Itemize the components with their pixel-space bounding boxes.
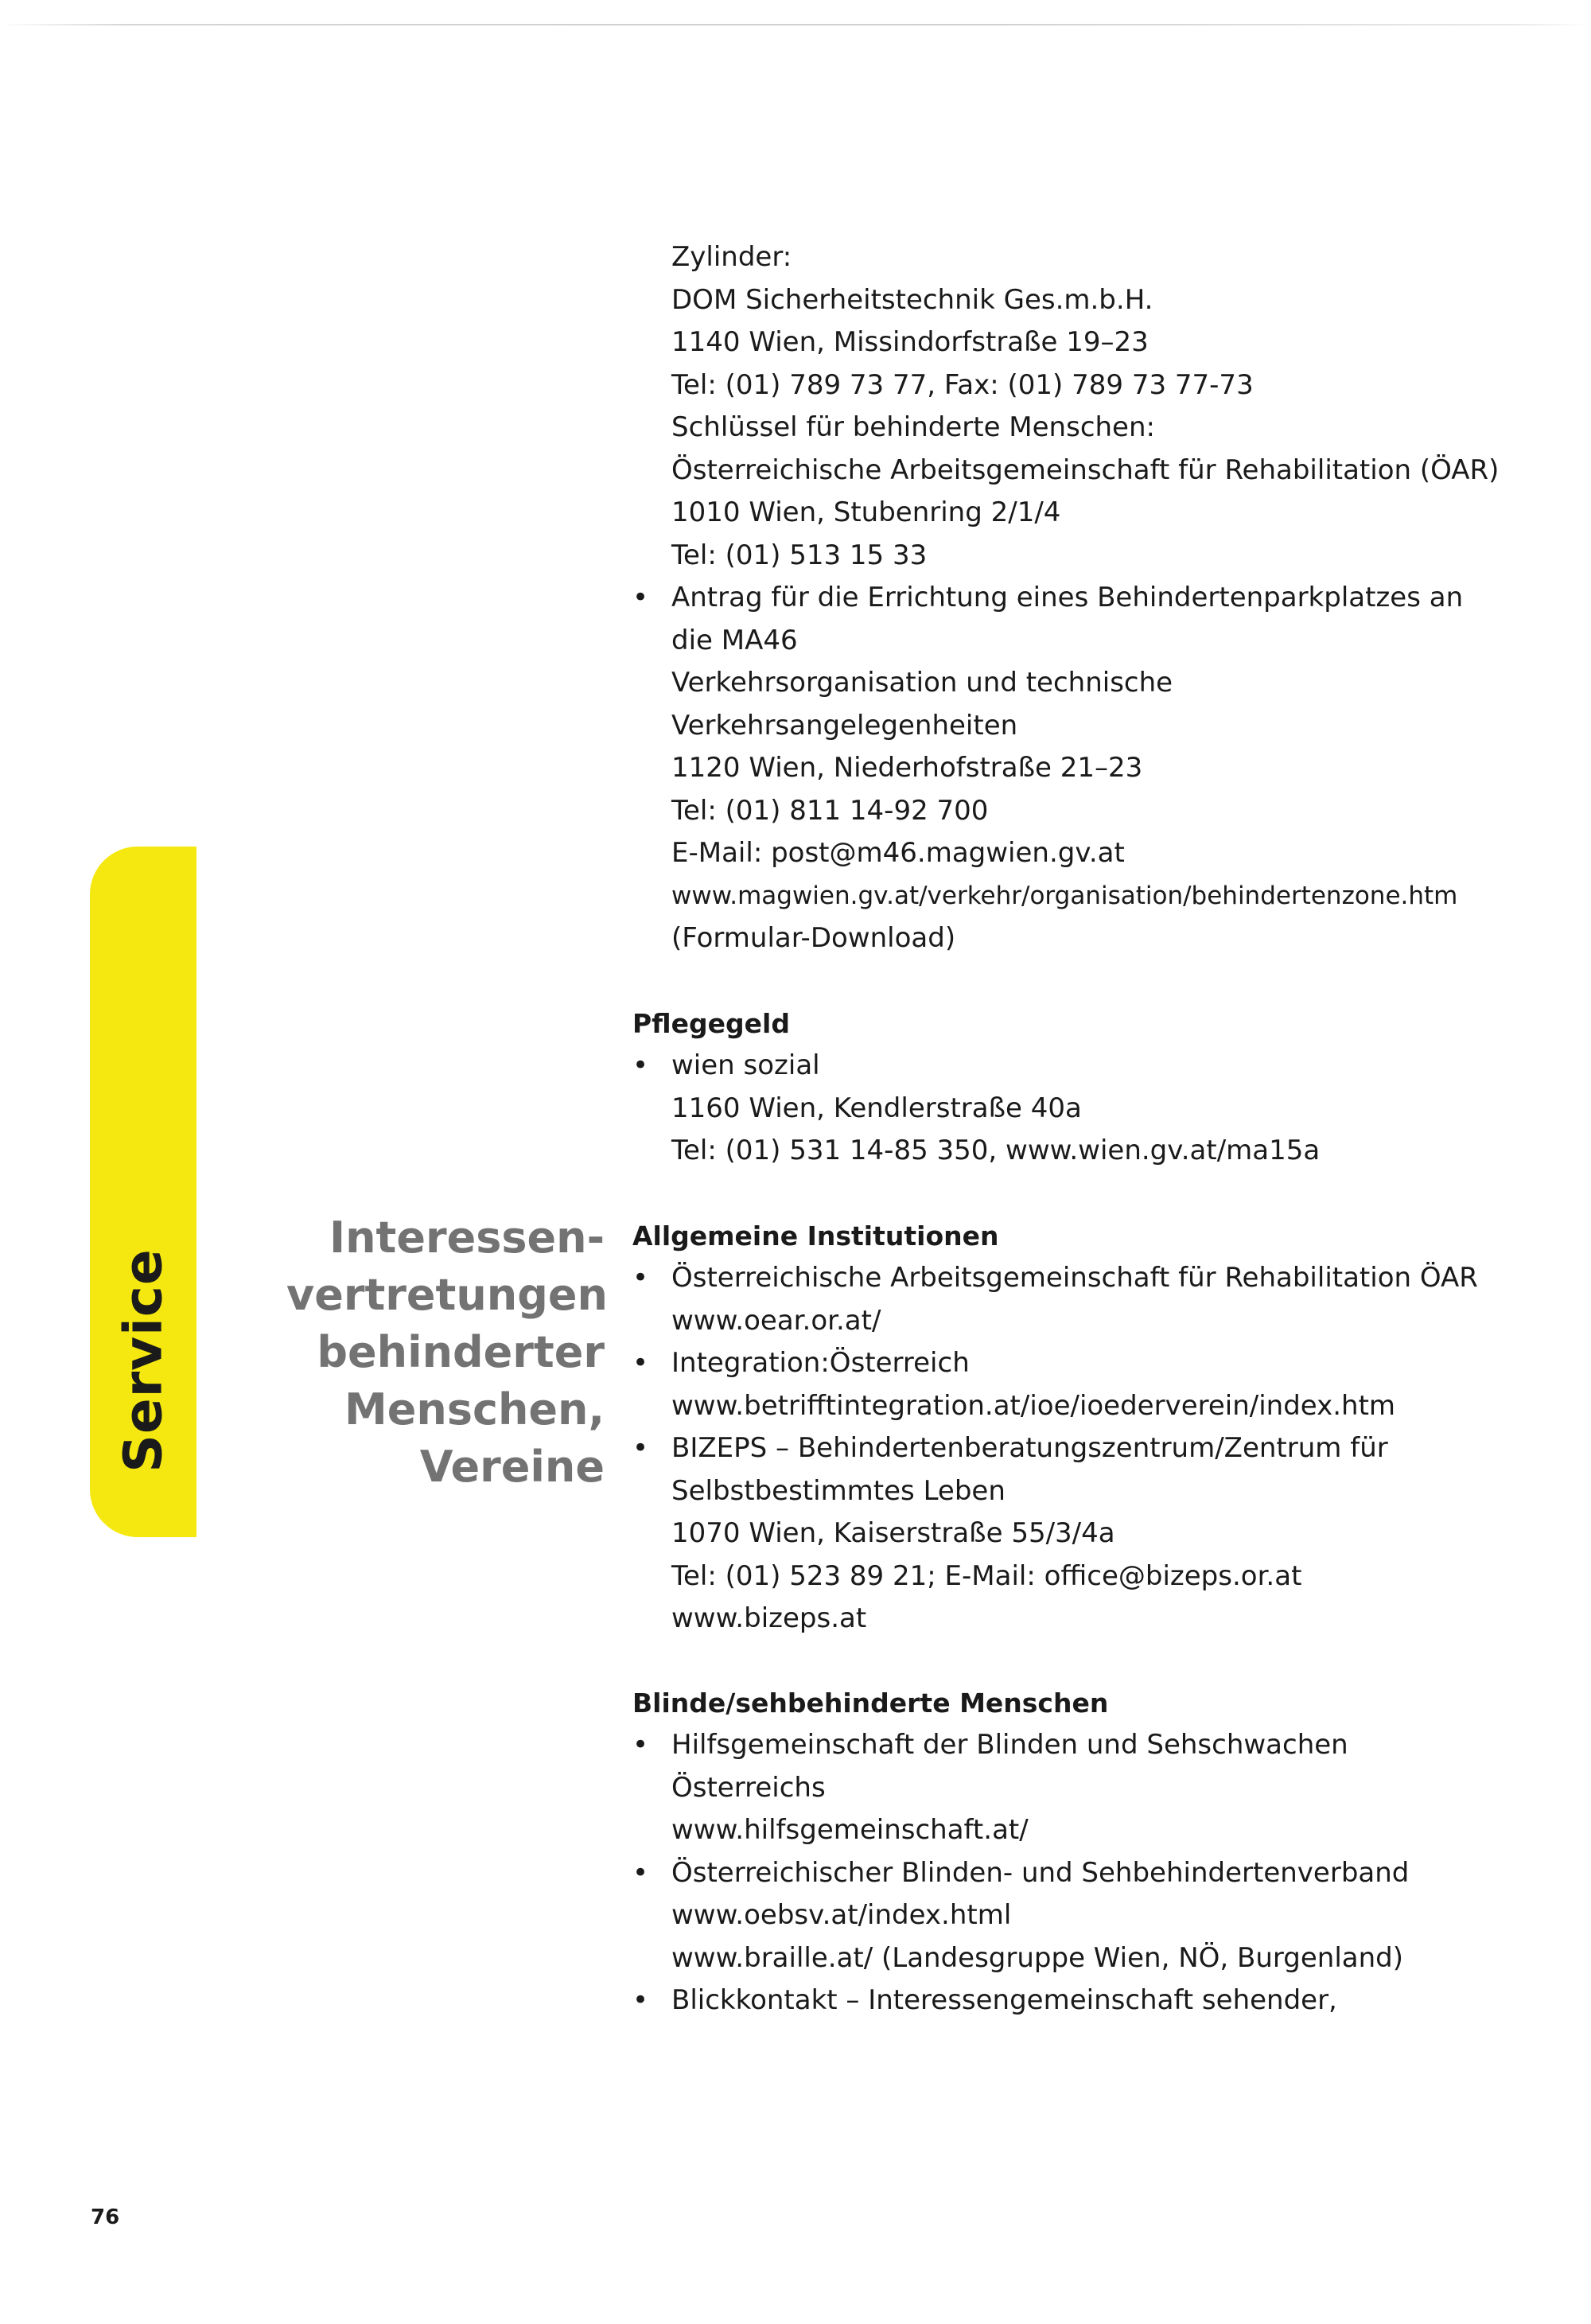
phone-line: Tel: (01) 531 14-85 350, www.wien.gv.at/ma15a — [671, 1135, 1321, 1166]
phone-line: Tel: (01) 789 73 77, Fax: (01) 789 73 77-73 — [671, 368, 1254, 401]
web-link[interactable]: www.braille.at/ (Landesgruppe Wien, NÖ, Burgenland) — [671, 1941, 1403, 1974]
phone-line: Tel: (01) 523 89 21; E-Mail: office@bizeps.or.at — [671, 1559, 1302, 1592]
address-line: 1160 Wien, Kendlerstraße 40a — [671, 1092, 1082, 1124]
phone-line: Tel: (01) 513 15 33 — [671, 539, 928, 571]
section-allgemeine — [632, 1215, 1523, 1641]
list-item — [632, 1342, 1523, 1427]
list-item-title: • Hilfsgemeinschaft der Blinden und Sehschwachen — [632, 1724, 1523, 1767]
list-item-title: • Österreichische Arbeitsgemeinschaft für Rehabilitation ÖAR — [632, 1257, 1523, 1300]
list-item-title: • Integration:Österreich — [632, 1342, 1523, 1385]
email-link[interactable]: E-Mail: post@m46.magwien.gv.at — [671, 837, 1125, 869]
text-line: Österreichs — [671, 1771, 826, 1804]
side-heading-line: Menschen, — [344, 1384, 605, 1434]
address-line: 1010 Wien, Stubenring 2/1/4 — [671, 496, 1061, 528]
text-line: (Formular-Download) — [671, 922, 956, 954]
section-pflegegeld — [632, 1002, 1523, 1173]
side-heading — [286, 1209, 608, 1496]
list-item-title: • wien sozial — [632, 1045, 1523, 1088]
list-item — [632, 1724, 1523, 1852]
text-line: Selbstbestimmtes Leben — [671, 1474, 1006, 1507]
list-item-title: • Antrag für die Errichtung eines Behindertenparkplatzes an — [632, 577, 1523, 620]
page-number: 76 — [91, 2205, 120, 2229]
section-blinde — [632, 1682, 1523, 2022]
phone-line: Tel: (01) 811 14-92 700 — [671, 794, 989, 827]
list-item-title: • Blickkontakt – Interessengemeinschaft sehender, — [632, 1979, 1523, 2022]
section-tab-label: Service — [112, 1248, 174, 1473]
top-rule — [0, 24, 1591, 25]
main-content — [632, 236, 1523, 2022]
side-heading-line: behinderter — [317, 1327, 605, 1377]
address-line: 1070 Wien, Kaiserstraße 55/3/4a — [671, 1517, 1115, 1549]
web-link[interactable]: www.betrifftintegration.at/ioe/ioederverein/index.htm — [671, 1389, 1396, 1422]
web-link[interactable]: www.oebsv.at/index.html — [671, 1899, 1012, 1931]
text-line: Österreichische Arbeitsgemeinschaft für Rehabilitation (ÖAR) — [671, 454, 1500, 486]
list-item — [632, 1257, 1523, 1342]
side-heading-line: Interessen- — [329, 1213, 605, 1263]
list-item-title: • Österreichischer Blinden- und Sehbehindertenverband — [632, 1852, 1523, 1895]
text-line: Verkehrsorganisation und technische — [671, 667, 1173, 699]
list-item — [632, 1979, 1523, 2022]
section-title: Blinde/sehbehinderte Menschen — [632, 1687, 1109, 1719]
text-line: die MA46 — [671, 624, 798, 656]
web-link[interactable]: www.hilfsgemeinschaft.at/ — [671, 1814, 1029, 1846]
web-link[interactable]: www.bizeps.at — [671, 1602, 867, 1634]
text-line: Verkehrsangelegenheiten — [671, 709, 1018, 742]
side-heading-line: Vereine — [419, 1442, 605, 1492]
list-item — [632, 577, 1523, 960]
text-line: Zylinder: — [671, 241, 792, 273]
text-line: Schlüssel für behinderte Menschen: — [671, 411, 1155, 443]
list-item — [632, 1427, 1523, 1641]
continuation-block — [632, 236, 1523, 960]
text-line: DOM Sicherheitstechnik Ges.m.b.H. — [671, 283, 1153, 316]
web-link[interactable]: www.magwien.gv.at/verkehr/organisation/behindertenzone.htm — [671, 881, 1458, 910]
web-link[interactable]: www.oear.or.at/ — [671, 1304, 881, 1337]
list-item — [632, 1852, 1523, 1980]
side-heading-line: vertretungen — [286, 1270, 608, 1320]
section-title: Allgemeine Institutionen — [632, 1220, 999, 1252]
section-title: Pflegegeld — [632, 1007, 790, 1039]
address-line: 1120 Wien, Niederhofstraße 21–23 — [671, 752, 1143, 784]
address-line: 1140 Wien, Missindorfstraße 19–23 — [671, 326, 1149, 358]
list-item-title: • BIZEPS – Behindertenberatungszentrum/Zentrum für — [632, 1427, 1523, 1470]
list-item — [632, 1045, 1523, 1173]
